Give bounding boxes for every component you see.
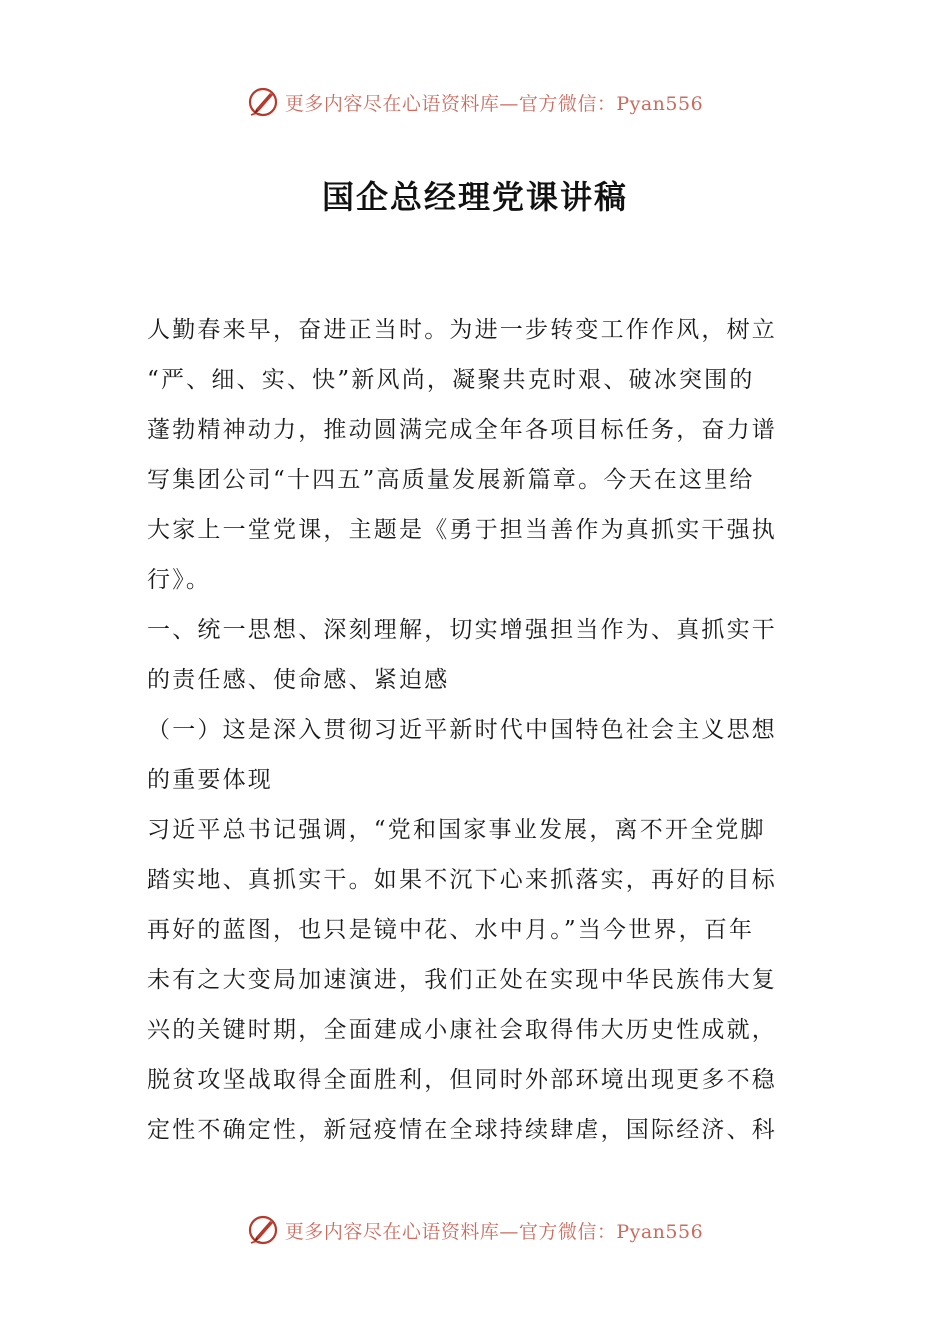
quill-logo-icon xyxy=(247,1213,281,1247)
body-text-line: 大家上一堂党课，主题是《勇于担当善作为真抓实干强执 xyxy=(147,517,777,543)
body-text-line: 兴的关键时期，全面建成小康社会取得伟大历史性成就， xyxy=(147,1017,777,1043)
body-text-line: 写集团公司“十四五”高质量发展新篇章。今天在这里给 xyxy=(147,467,755,493)
banner-text: 更多内容尽在心语资料库—官方微信：Pyan556 xyxy=(284,92,704,115)
body-text-line: 行》。 xyxy=(147,567,212,593)
body-text-line: “严、细、实、快”新风尚，凝聚共克时艰、破冰突围的 xyxy=(147,367,755,393)
quill-logo-icon xyxy=(247,85,281,119)
body-text-line: 一、统一思想、深刻理解，切实增强担当作为、真抓实干 xyxy=(147,617,777,643)
document-body xyxy=(147,308,807,1158)
body-text-line: 的责任感、使命感、紧迫感 xyxy=(147,667,450,693)
body-text-line: 人勤春来早，奋进正当时。为进一步转变工作作风，树立 xyxy=(147,317,777,343)
footer-banner xyxy=(0,1208,950,1252)
body-text-line: 的重要体现 xyxy=(147,767,273,793)
body-text-line: （一）这是深入贯彻习近平新时代中国特色社会主义思想 xyxy=(147,717,777,743)
document-title: 国企总经理党课讲稿 xyxy=(321,178,628,216)
body-text-line: 脱贫攻坚战取得全面胜利，但同时外部环境出现更多不稳 xyxy=(147,1067,777,1093)
body-text-line: 未有之大变局加速演进，我们正处在实现中华民族伟大复 xyxy=(147,967,777,993)
header-banner xyxy=(0,80,950,124)
body-text-line: 再好的蓝图，也只是镜中花、水中月。”当今世界，百年 xyxy=(147,917,755,943)
body-text-line: 踏实地、真抓实干。如果不沉下心来抓落实，再好的目标 xyxy=(147,867,777,893)
body-text-line: 定性不确定性，新冠疫情在全球持续肆虐，国际经济、科 xyxy=(147,1117,777,1143)
body-text-line: 蓬勃精神动力，推动圆满完成全年各项目标任务，奋力谱 xyxy=(147,417,777,443)
body-text-line: 习近平总书记强调，“党和国家事业发展，离不开全党脚 xyxy=(147,817,766,843)
banner-text: 更多内容尽在心语资料库—官方微信：Pyan556 xyxy=(284,1220,704,1243)
